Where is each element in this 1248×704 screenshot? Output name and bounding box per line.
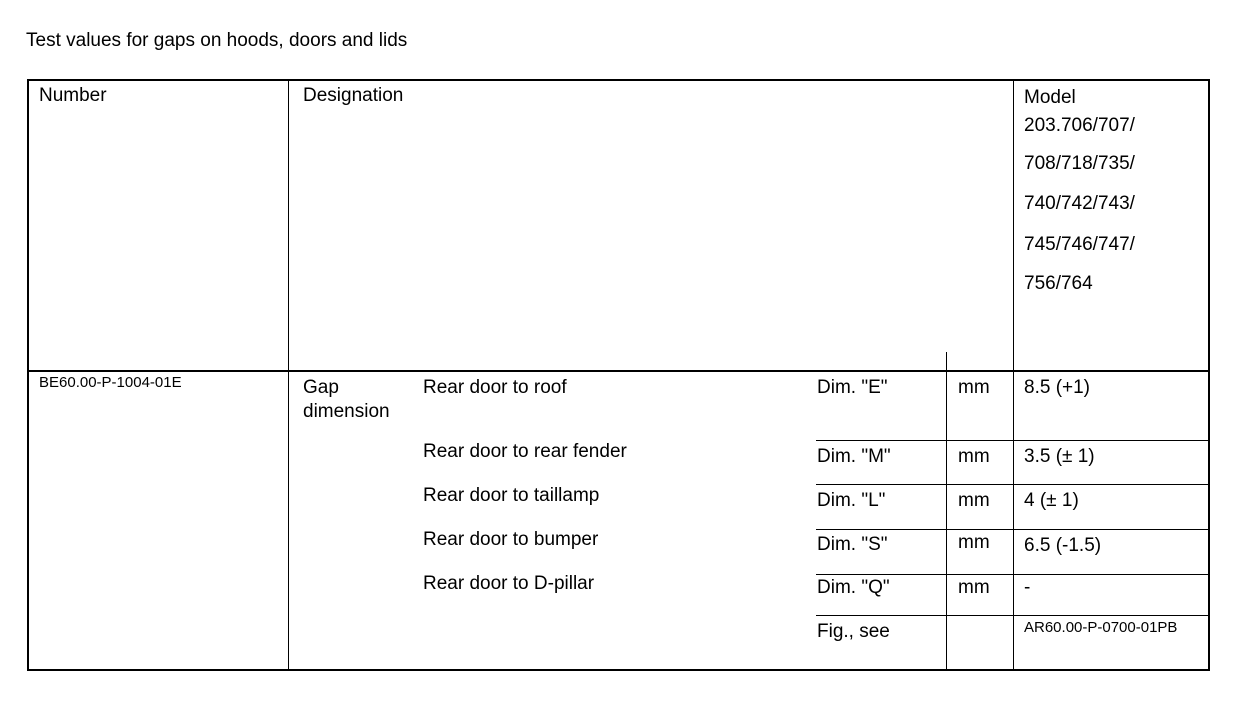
table-bottom-border xyxy=(27,669,1210,671)
row-value: 4 (± 1) xyxy=(1024,490,1079,511)
row-dimension: Dim. "L" xyxy=(817,490,886,511)
header-number: Number xyxy=(39,85,107,106)
group-label-line: dimension xyxy=(303,401,390,422)
row-separator xyxy=(816,529,1209,530)
row-value: 3.5 (± 1) xyxy=(1024,446,1095,467)
row-value: - xyxy=(1024,577,1031,598)
table-top-border xyxy=(27,79,1210,81)
document-number: BE60.00-P-1004-01E xyxy=(39,374,182,391)
row-description: Rear door to rear fender xyxy=(423,441,627,462)
row-description: Rear door to taillamp xyxy=(423,485,600,506)
row-unit: mm xyxy=(958,577,990,598)
column-divider-number xyxy=(288,80,289,670)
row-unit: mm xyxy=(958,446,990,467)
table-left-border xyxy=(27,79,29,671)
group-label-line: Gap xyxy=(303,377,339,398)
header-model-line: 756/764 xyxy=(1024,273,1093,294)
figure-label: Fig., see xyxy=(817,621,890,642)
row-separator xyxy=(816,615,1209,616)
row-separator xyxy=(816,440,1209,441)
row-unit: mm xyxy=(958,490,990,511)
header-designation: Designation xyxy=(303,85,404,106)
header-separator xyxy=(28,370,1209,372)
row-separator xyxy=(816,484,1209,485)
row-dimension: Dim. "M" xyxy=(817,446,891,467)
figure-reference: AR60.00-P-0700-01PB xyxy=(1024,619,1178,636)
header-model-line: 740/742/743/ xyxy=(1024,193,1135,214)
header-model-line: 708/718/735/ xyxy=(1024,153,1135,174)
header-model-line: 203.706/707/ xyxy=(1024,115,1135,136)
row-unit: mm xyxy=(958,377,990,398)
row-dimension: Dim. "Q" xyxy=(817,577,890,598)
page-title: Test values for gaps on hoods, doors and lids xyxy=(26,30,408,51)
header-model-label: Model xyxy=(1024,87,1076,108)
row-separator xyxy=(816,574,1209,575)
row-description: Rear door to roof xyxy=(423,377,567,398)
column-divider-unit xyxy=(946,352,947,670)
table-right-border xyxy=(1208,79,1210,671)
row-dimension: Dim. "S" xyxy=(817,534,888,555)
row-value: 6.5 (-1.5) xyxy=(1024,535,1102,556)
row-description: Rear door to D-pillar xyxy=(423,573,595,594)
row-value: 8.5 (+1) xyxy=(1024,377,1091,398)
row-unit: mm xyxy=(958,532,990,553)
header-model-line: 745/746/747/ xyxy=(1024,234,1135,255)
row-dimension: Dim. "E" xyxy=(817,377,888,398)
row-description: Rear door to bumper xyxy=(423,529,599,550)
column-divider-model xyxy=(1013,80,1014,670)
